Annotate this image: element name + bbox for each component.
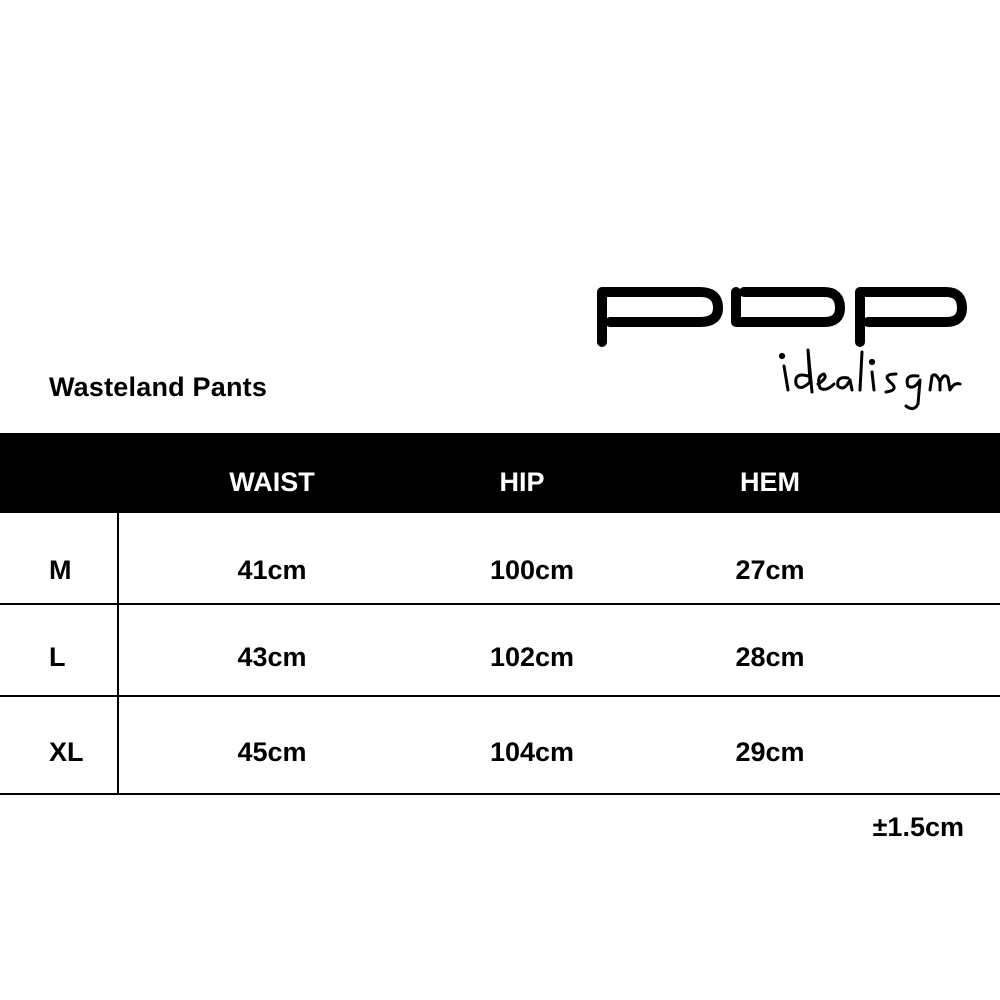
hip-value: 104cm xyxy=(489,737,575,767)
table-header xyxy=(0,433,1000,513)
waist-value: 45cm xyxy=(237,737,307,767)
column-header-waist: WAIST xyxy=(229,467,315,497)
hem-value: 29cm xyxy=(735,737,805,767)
size-label: XL xyxy=(49,737,84,767)
row-divider xyxy=(0,603,1000,605)
row-divider xyxy=(0,695,1000,697)
waist-value: 43cm xyxy=(237,642,307,672)
column-header-hip: HIP xyxy=(499,467,545,497)
waist-value: 41cm xyxy=(237,555,307,585)
measurement-tolerance: ±1.5cm xyxy=(872,812,964,842)
hem-value: 27cm xyxy=(735,555,805,585)
hem-value: 28cm xyxy=(735,642,805,672)
table-bottom-border xyxy=(0,793,1000,795)
table-row xyxy=(0,707,1000,797)
size-label: M xyxy=(49,555,72,585)
hip-value: 100cm xyxy=(489,555,575,585)
table-row xyxy=(0,525,1000,615)
brand-logo xyxy=(596,286,968,418)
column-header-hem: HEM xyxy=(740,467,800,497)
size-label: L xyxy=(49,642,66,672)
product-title: Wasteland Pants xyxy=(49,372,268,402)
table-row xyxy=(0,612,1000,702)
hip-value: 102cm xyxy=(489,642,575,672)
